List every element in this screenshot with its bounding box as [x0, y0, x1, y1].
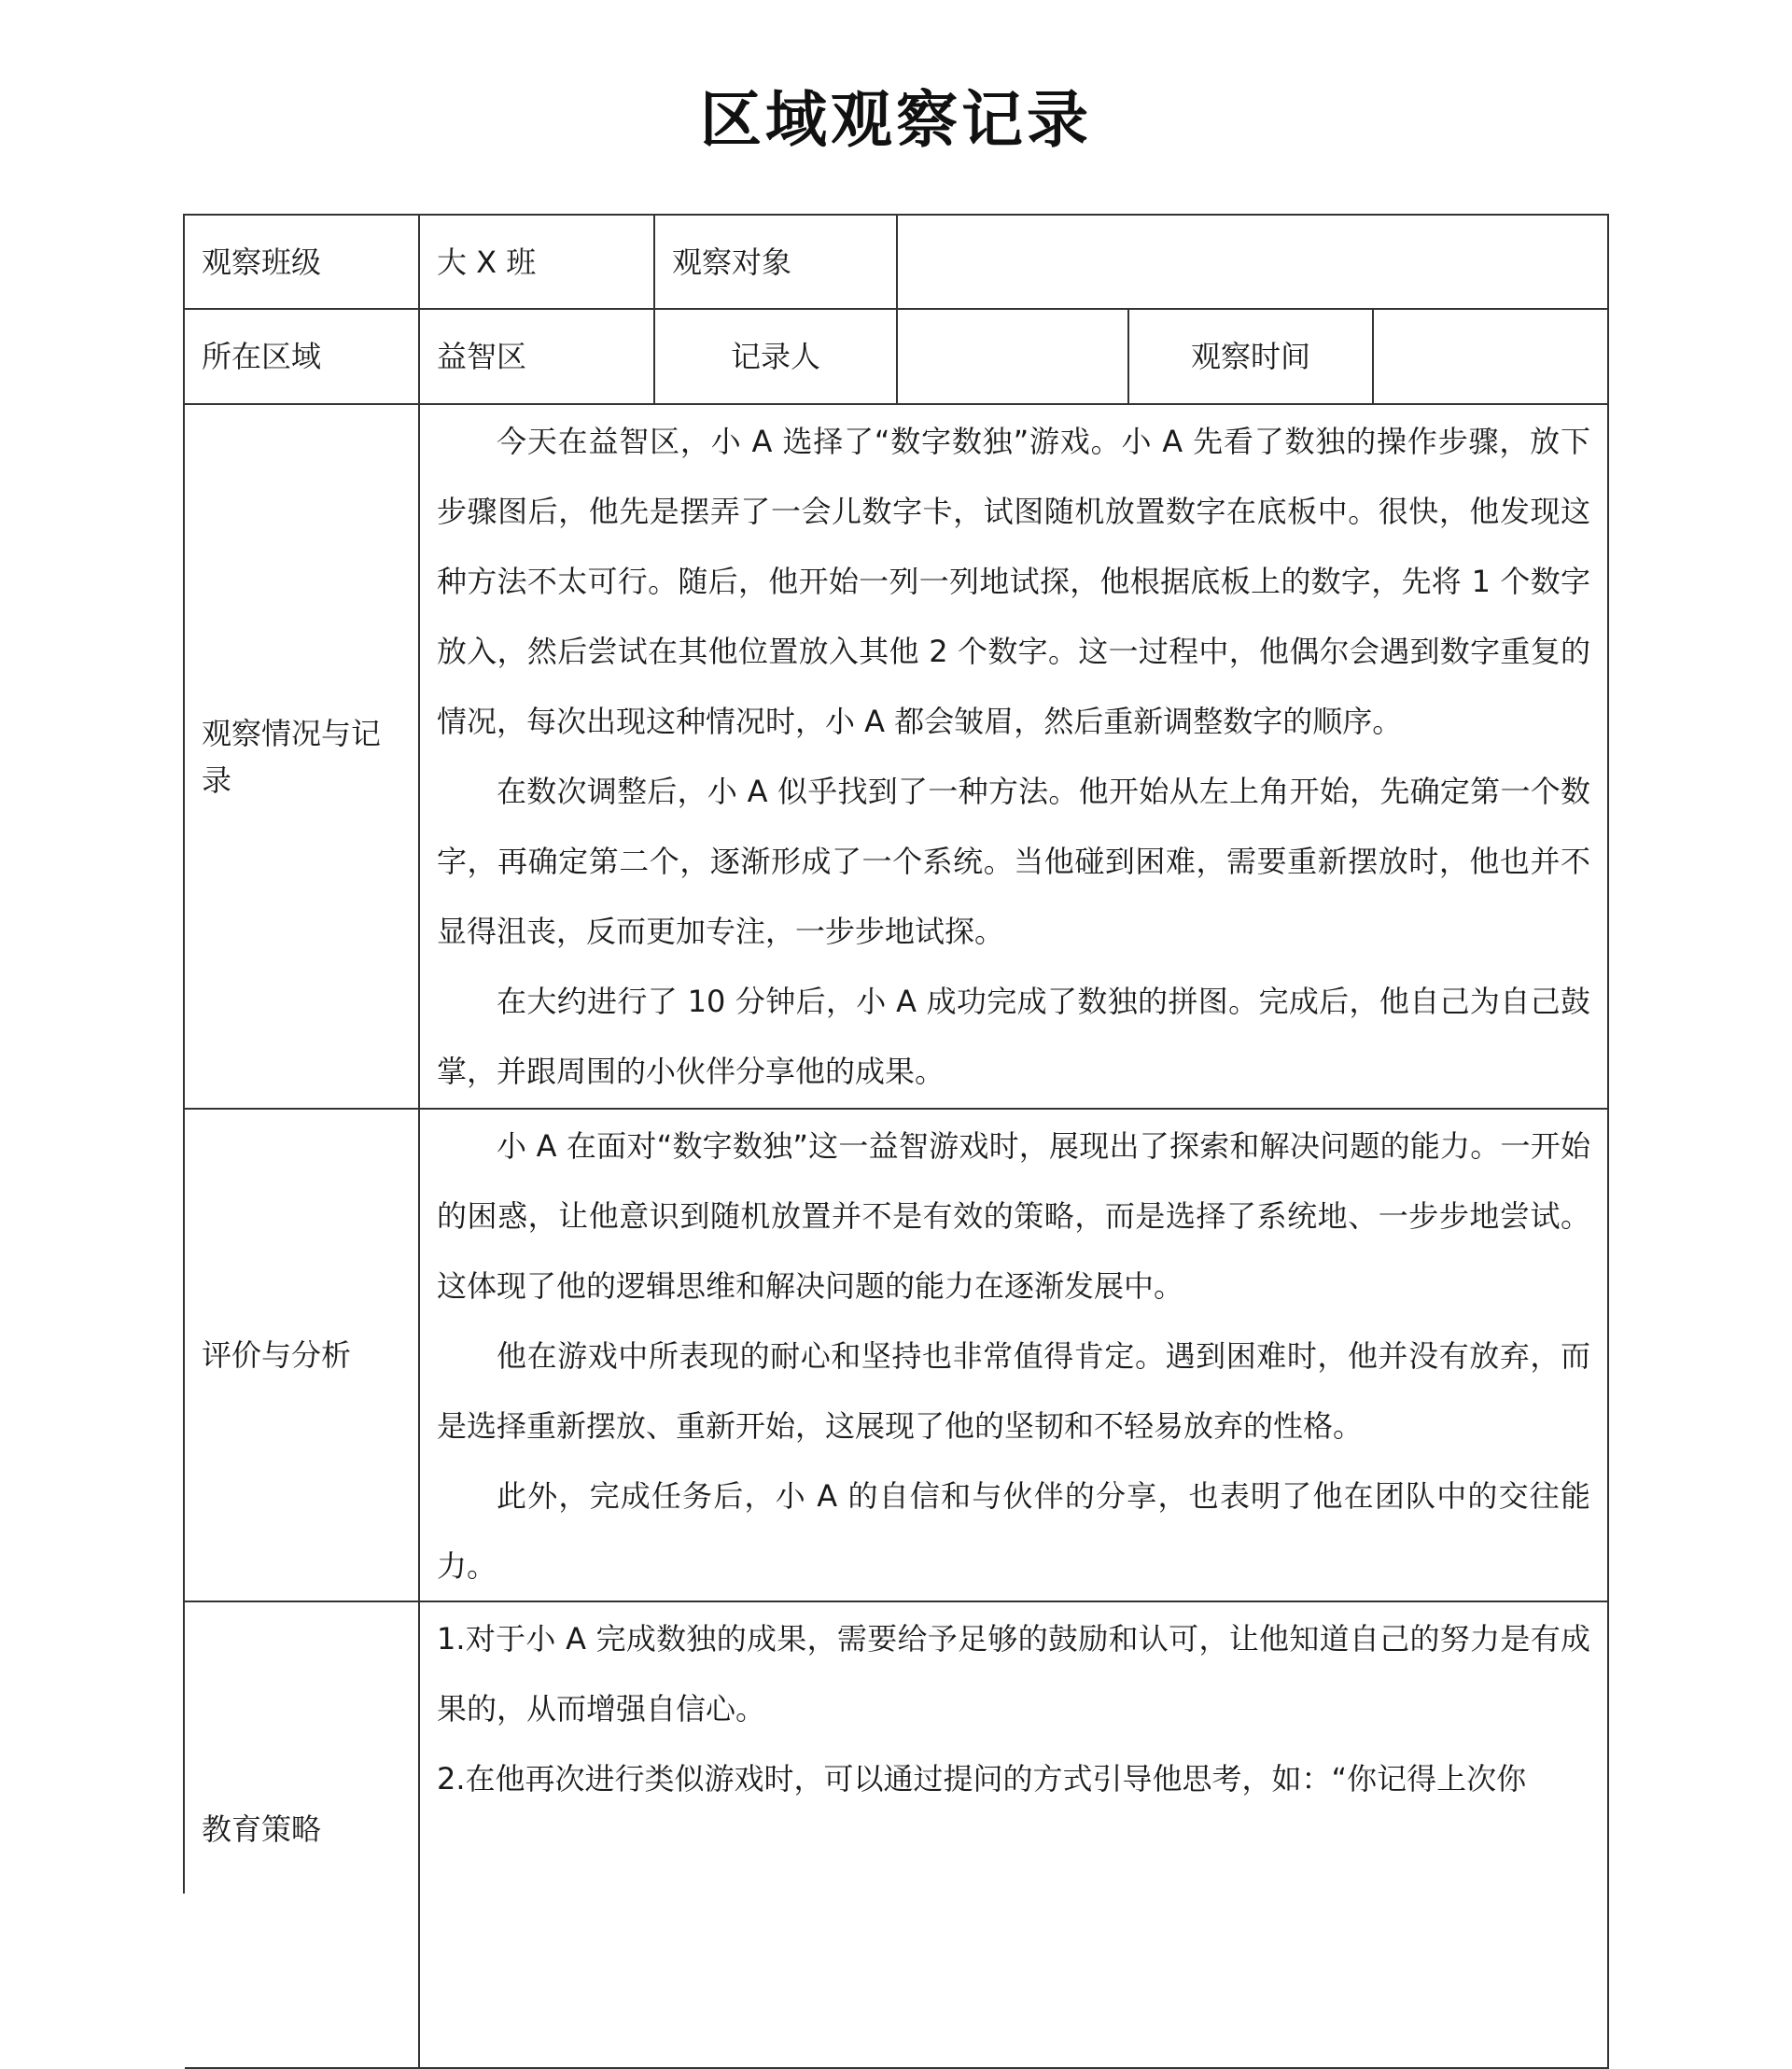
strategy-item: 1.对于小 A 完成数独的成果，需要给予足够的鼓励和认可，让他知道自己的努力是有成果的，从而增强自信心。 — [437, 1621, 1590, 1726]
time-label: 观察时间 — [1129, 310, 1374, 405]
strategy-item: 2.在他再次进行类似游戏时，可以通过提问的方式引导他思考，如：“你记得上次你 — [437, 1761, 1527, 1796]
observation-paragraph: 在大约进行了 10 分钟后，小 A 成功完成了数独的拼图。完成后，他自己为自己鼓掌，并跟周围的小伙伴分享他的成果。 — [437, 984, 1590, 1089]
evaluation-paragraph: 小 A 在面对“数字数独”这一益智游戏时，展现出了探索和解决问题的能力。一开始的困惑，让他意识到随机放置并不是有效的策略，而是选择了系统地、一步步地尝试。这体现了他的逻辑思维和解决问题的能力在逐渐发展中。 — [437, 1128, 1590, 1304]
recorder-value — [898, 310, 1129, 405]
recorder-label: 记录人 — [655, 310, 898, 405]
area-label: 所在区域 — [185, 310, 420, 405]
subject-label: 观察对象 — [655, 216, 898, 310]
observation-paragraph: 在数次调整后，小 A 似乎找到了一种方法。他开始从左上角开始，先确定第一个数字，再确定第二个，逐渐形成了一个系统。当他碰到困难，需要重新摆放时，他也并不显得沮丧，反而更加专注，一步步地试探。 — [437, 774, 1590, 949]
evaluation-paragraph: 他在游戏中所表现的耐心和坚持也非常值得肯定。遇到困难时，他并没有放弃，而是选择重新摆放、重新开始，这展现了他的坚韧和不轻易放弃的性格。 — [437, 1338, 1590, 1444]
strategy-content — [420, 1602, 1609, 2069]
observation-content — [420, 405, 1609, 1110]
strategy-label: 教育策略 — [185, 1602, 420, 2069]
class-value: 大 X 班 — [420, 216, 655, 310]
observation-label: 观察情况与记录 — [185, 405, 420, 1110]
subject-value — [898, 216, 1609, 310]
time-value — [1374, 310, 1609, 405]
evaluation-label: 评价与分析 — [185, 1110, 420, 1602]
observation-form — [183, 214, 1609, 1894]
evaluation-paragraph: 此外，完成任务后，小 A 的自信和与伙伴的分享，也表明了他在团队中的交往能力。 — [437, 1478, 1590, 1584]
page-title: 区域观察记录 — [700, 84, 1092, 156]
class-label: 观察班级 — [185, 216, 420, 310]
area-value: 益智区 — [420, 310, 655, 405]
evaluation-content — [420, 1110, 1609, 1602]
observation-paragraph: 今天在益智区，小 A 选择了“数字数独”游戏。小 A 先看了数独的操作步骤，放下步骤图后，他先是摆弄了一会儿数字卡，试图随机放置数字在底板中。很快，他发现这种方法不太可行。随后，他开始一列一列地试探，他根据底板上的数字，先将 1 个数字放入，然后尝试在其他位置放入其他 2 个数字。这一过程中，他偶尔会遇到数字重复的情况，每次出现这种情况时，小 A 都会皱眉，然后重新调整数字的顺序。 — [437, 424, 1590, 739]
